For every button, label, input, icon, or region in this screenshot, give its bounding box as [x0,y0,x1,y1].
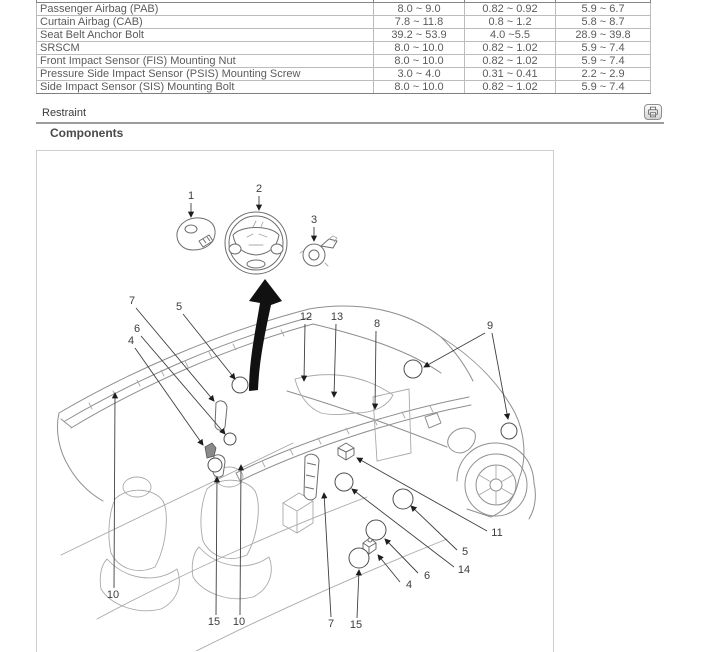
value-cell: 5.9 ~ 7.4 [556,55,651,68]
callout-target-circle [404,360,422,378]
callout-target-circle [366,520,386,540]
callout-label: 9 [486,320,494,332]
callout-label: 12 [299,311,313,323]
car-body-art [57,306,535,651]
leader-line [357,570,359,618]
table-row [37,81,651,94]
callout-label: 10 [232,616,246,628]
item-cell: Front Impact Sensor (FIS) Mounting Nut [37,55,374,68]
table-row [37,42,651,55]
callout-target-circle [335,473,353,491]
table-row [37,3,651,16]
leader-line [492,333,508,419]
callout-label: 8 [373,318,381,330]
table-row [37,68,651,81]
callout-label: 15 [207,616,221,628]
value-cell: 0.82 ~ 0.92 [465,3,556,16]
leader-line [216,477,217,615]
value-cell: 4.0 ~5.5 [465,29,556,42]
value-cell: 0.82 ~ 1.02 [465,55,556,68]
section-title: Restraint [42,107,87,119]
table-row [37,55,651,68]
callout-label: 6 [423,570,431,582]
callout-label: 10 [106,589,120,601]
torque-spec-table [36,0,651,94]
item-cell: Pressure Side Impact Sensor (PSIS) Mounting Screw [37,68,374,81]
value-cell: 8.0 ~ 10.0 [374,81,465,94]
callout-target-circle [349,548,369,568]
value-cell: 5.9 ~ 7.4 [556,81,651,94]
callout-target-circle [393,489,413,509]
table-row [37,16,651,29]
value-cell: 5.8 ~ 8.7 [556,16,651,29]
callout-label: 5 [461,546,469,558]
leader-line [424,333,485,367]
callout-label: 3 [310,214,318,226]
leader-line [334,324,336,397]
value-cell: 28.9 ~ 39.8 [556,29,651,42]
leader-line [385,539,418,573]
callout-target-circle [232,377,248,393]
callout-label: 7 [128,295,136,307]
callout-label: 13 [330,311,344,323]
components-heading: Components [50,126,124,140]
value-cell: 5.9 ~ 7.4 [556,42,651,55]
leader-line [240,465,241,615]
callout-target-circle [224,433,236,445]
value-cell: 0.82 ~ 1.02 [465,81,556,94]
value-cell: 8.0 ~ 9.0 [374,3,465,16]
value-cell: 2.2 ~ 2.9 [556,68,651,81]
item-cell: Seat Belt Anchor Bolt [37,29,374,42]
item-cell: Side Impact Sensor (SIS) Mounting Bolt [37,81,374,94]
value-cell: 7.8 ~ 11.8 [374,16,465,29]
leader-line [375,331,376,409]
car-components-illustration [37,151,553,651]
components-diagram [36,150,554,652]
leader-line [304,324,305,381]
callout-target-circle [501,423,517,439]
callout-label: 4 [127,335,135,347]
leader-line [183,314,235,379]
callout-label: 11 [491,527,503,539]
callout-label: 14 [457,564,471,576]
leader-line [378,555,400,582]
section-bar [36,103,664,124]
item-cell: Passenger Airbag (PAB) [37,3,374,16]
item-cell: Curtain Airbag (CAB) [37,16,374,29]
value-cell: 5.9 ~ 6.7 [556,3,651,16]
print-button[interactable] [644,104,662,120]
value-cell: 39.2 ~ 53.9 [374,29,465,42]
callout-label: 5 [175,301,183,313]
callout-label: 2 [255,183,263,195]
callout-target-circle [208,458,222,472]
table-row [37,29,651,42]
value-cell: 0.8 ~ 1.2 [465,16,556,29]
printer-icon [647,106,659,118]
value-cell: 8.0 ~ 10.0 [374,42,465,55]
value-cell: 3.0 ~ 4.0 [374,68,465,81]
value-cell: 8.0 ~ 10.0 [374,55,465,68]
callout-label: 7 [327,618,335,630]
value-cell: 0.31 ~ 0.41 [465,68,556,81]
callout-label: 6 [133,323,141,335]
component-parts [177,212,376,554]
leader-line [411,506,457,550]
callout-label: 15 [349,619,363,631]
callout-label: 4 [405,579,413,591]
value-cell: 0.82 ~ 1.02 [465,42,556,55]
item-cell: SRSCM [37,42,374,55]
callout-label: 1 [187,190,195,202]
